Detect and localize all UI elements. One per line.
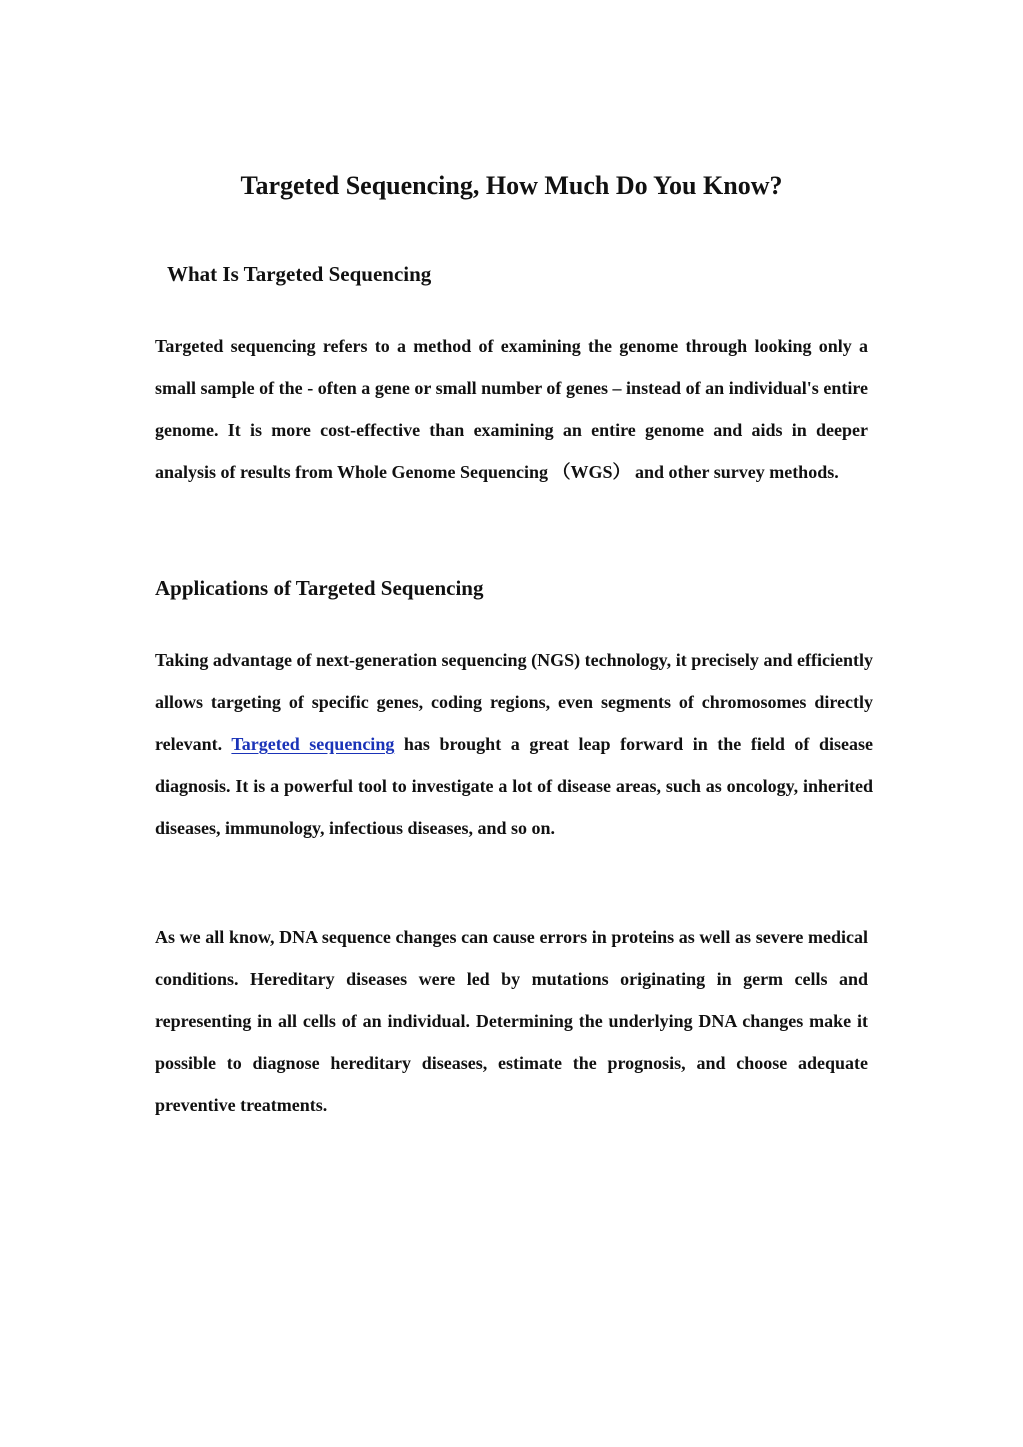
section1-paragraph: Targeted sequencing refers to a method of examining the genome through looking only a small sample of the - often a gene or small number of genes – instead of an individual's entire genome. It is more cost-effective than examining an entire genome and aids in deeper analysis of results from Whole Genome Sequencing （WGS） and other survey methods.: [155, 336, 868, 482]
targeted-sequencing-link[interactable]: Targeted sequencing: [231, 734, 395, 754]
paragraph-text-after-link: has brought a great leap forward in the field of disease diagnosis. It is a powerful tool to investigate a lot of disease areas, such as oncology, inherited diseases, immunology, infectious diseases, and so on.: [155, 734, 873, 838]
section2-paragraph-1: [155, 639, 873, 849]
document-title: Targeted Sequencing, How Much Do You Know?: [240, 171, 783, 200]
section2-paragraph-2: As we all know, DNA sequence changes can cause errors in proteins as well as severe medical conditions. Hereditary diseases were led by mutations originating in germ cells and representing in all cells of an individual. Determining the underlying DNA changes make it possible to diagnose hereditary diseases, estimate the prognosis, and choose adequate preventive treatments.: [155, 927, 868, 1115]
section-heading-what-is: What Is Targeted Sequencing: [167, 262, 432, 286]
section-heading-applications: Applications of Targeted Sequencing: [155, 576, 484, 600]
paragraph-text-before-link: Taking advantage of next-generation sequencing (NGS) technology, it precisely and efficiently allows targeting of specific genes, coding regions, even segments of chromosomes directly relevant.: [155, 650, 873, 754]
